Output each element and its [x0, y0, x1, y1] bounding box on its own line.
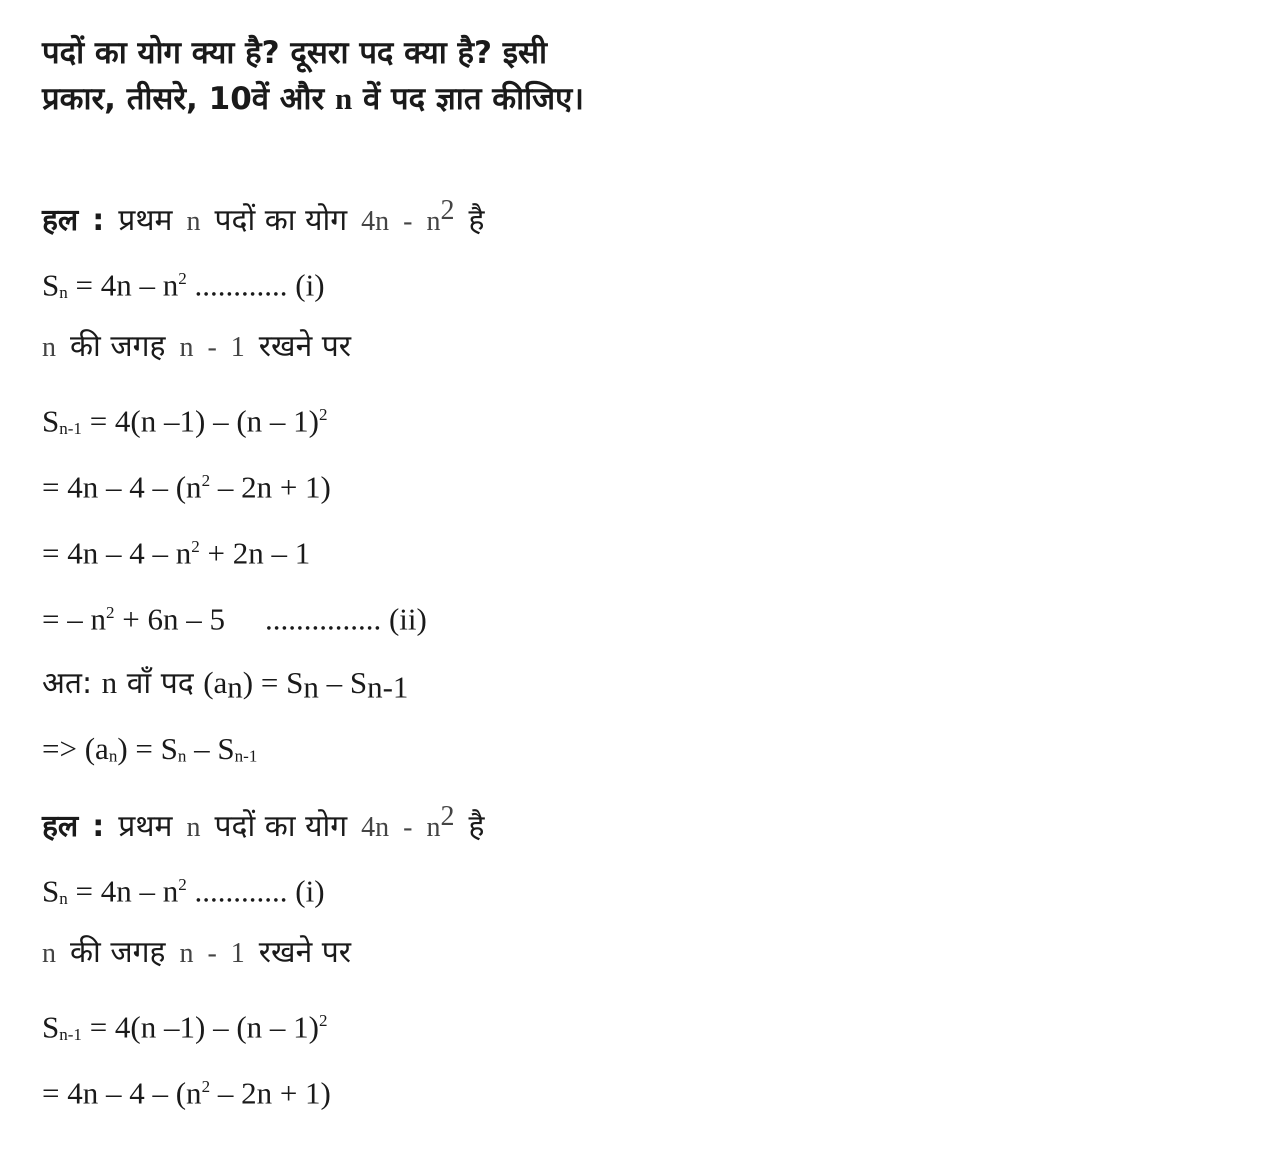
eq-body-b: – 2n + 1) [210, 469, 331, 505]
intro-n: n [186, 812, 201, 843]
substitute-text-1: की जगह [70, 935, 166, 970]
question-text-a: प्रकार, तीसरे, 10वें और [42, 81, 335, 117]
eq-body: = 4(n –1) – (n – 1) [81, 403, 319, 439]
substitute-expression: n - 1 [179, 938, 245, 969]
substitute-text-1: की जगह [70, 329, 166, 364]
intro-expression: 4n - n [361, 812, 441, 843]
eq-superscript: 2 [201, 1077, 211, 1096]
eq-superscript: 2 [178, 269, 187, 288]
nth-text-2: वाँ पद [117, 666, 204, 701]
question-line-1 [42, 30, 547, 76]
intro-text-1: प्रथम [118, 203, 173, 238]
equation-step-3 [42, 588, 427, 638]
eq-superscript: 2 [105, 603, 115, 622]
eq-body-a: = 4n – 4 – n [42, 535, 192, 571]
nth-n: n [101, 665, 118, 700]
substitute-text-2: रखने पर [258, 329, 352, 364]
intro-text-1: प्रथम [118, 809, 173, 844]
intro-expression: 4n - n [361, 206, 441, 237]
eq-body-a: = – n [42, 601, 106, 637]
eq-body-a: = 4n – 4 – (n [42, 1075, 202, 1111]
eq-tag: ............ (i) [186, 873, 325, 909]
eq-symbol: S [42, 267, 60, 303]
eq-tag: ............ (i) [186, 267, 325, 303]
equation-step-2 [42, 522, 310, 572]
equation-nth-term [42, 658, 408, 708]
eq-symbol: S [42, 403, 60, 439]
implies-sub-2: n [177, 746, 187, 766]
nth-sub-2: n [303, 669, 319, 705]
nth-a: (a [203, 665, 228, 700]
intro-superscript: 2 [440, 801, 455, 832]
eq-superscript: 2 [178, 875, 187, 894]
eq-body-a: = 4n – 4 – (n [42, 469, 202, 505]
solution-colon: : [92, 809, 105, 844]
question-text: पदों का योग क्या है? दूसरा पद क्या है? इसी [42, 35, 548, 71]
equation-sn-1 [42, 390, 328, 440]
solution-colon: : [92, 203, 105, 238]
intro-text-3: है [468, 203, 485, 238]
substitute-text-2: रखने पर [258, 935, 352, 970]
solution-label: हल [42, 203, 79, 238]
intro-n: n [186, 206, 201, 237]
eq-subscript: n [59, 282, 68, 302]
eq-symbol: S [42, 1009, 60, 1045]
equation-sn-repeat [42, 860, 325, 910]
substitute-expression: n - 1 [179, 332, 245, 363]
eq-body: = 4(n –1) – (n – 1) [81, 1009, 319, 1045]
implies-b: ) = S [117, 731, 178, 766]
equation-implies [42, 724, 257, 774]
solution-intro [42, 186, 484, 236]
nth-b: ) = S [242, 665, 304, 700]
nth-text-1: अत: [42, 666, 102, 701]
eq-superscript: 2 [191, 537, 200, 556]
eq-body: = 4n – n [67, 267, 179, 303]
intro-text-2: पदों का योग [214, 203, 348, 238]
intro-superscript: 2 [440, 195, 455, 226]
substitute-n: n [42, 332, 56, 363]
equation-step-1 [42, 456, 331, 506]
eq-subscript: n [59, 888, 68, 908]
intro-text-2: पदों का योग [214, 809, 348, 844]
eq-body-b: + 2n – 1 [199, 535, 311, 571]
question-variable-n: n [334, 81, 353, 116]
eq-superscript: 2 [318, 1011, 328, 1030]
equation-sn [42, 254, 325, 304]
nth-c: – S [318, 665, 368, 700]
intro-text-3: है [468, 809, 485, 844]
question-line-2 [42, 76, 584, 122]
implies-sub-1: n [108, 746, 118, 766]
substitute-line [42, 322, 351, 372]
question-text-b: वें पद ज्ञात कीजिए। [352, 81, 585, 117]
substitute-line-repeat [42, 928, 351, 978]
eq-subscript: n-1 [59, 418, 82, 438]
eq-symbol: S [42, 873, 60, 909]
eq-tag: ............... (ii) [264, 601, 427, 637]
eq-subscript: n-1 [59, 1024, 82, 1044]
solution-intro-repeat [42, 792, 484, 842]
eq-superscript: 2 [201, 471, 211, 490]
eq-body-b: – 2n + 1) [210, 1075, 331, 1111]
equation-step-1-repeat [42, 1062, 331, 1112]
eq-body-b: + 6n – 5 [114, 601, 225, 637]
equation-sn-1-repeat [42, 996, 328, 1046]
eq-body: = 4n – n [67, 873, 179, 909]
implies-a: => (a [42, 731, 109, 766]
nth-sub-1: n [227, 669, 243, 705]
solution-label: हल [42, 809, 79, 844]
substitute-n: n [42, 938, 56, 969]
implies-c: – S [186, 731, 235, 766]
implies-sub-3: n-1 [234, 746, 258, 766]
eq-superscript: 2 [318, 405, 328, 424]
nth-sub-3: n-1 [367, 669, 409, 705]
